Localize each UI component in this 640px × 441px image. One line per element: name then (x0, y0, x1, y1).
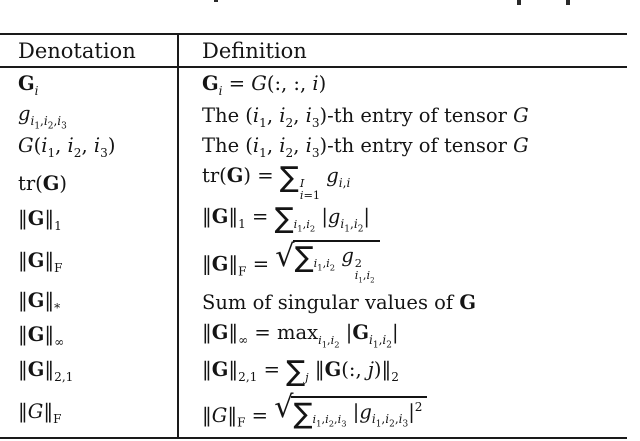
definition-cell: $‖G‖_1 = \sum_{i_1,i_2}$ $|g_{i_1,i_2}|$ (202, 201, 370, 235)
definition-cell: $‖G‖_F$ = √ $\sum_{i_1,i_2,i_3}$ $|g_{i_1,i_2,i_3}|^2$ (177, 396, 627, 430)
denotation-cell: $‖G‖_\infty$ (18, 322, 65, 349)
table-row (0, 68, 627, 102)
definition-cell: Sum of singular values of G (202, 290, 476, 314)
denotation-cell: $‖G‖_1$ (18, 207, 62, 233)
denotation-cell: $‖G‖_{2,1}$ (18, 357, 74, 384)
definition-cell: $‖G‖_\infty = \max_{i_1,i_2} |G_{i_1,i_2}|$ (202, 320, 399, 351)
definition-cell: tr(G) = ∑ I i=1 $g_{i,i}$ (202, 160, 351, 202)
denotation-cell: $G(i_1$, $i_2$, $i_3$) (18, 134, 116, 160)
clipped-caption-fragment (566, 0, 570, 5)
clipped-caption-fragment (214, 0, 218, 2)
denotation-cell: tr(G) (18, 171, 68, 195)
definition-cell: $‖G‖_{2,1} = \sum_j$ ‖G(:, $j)‖_2$ (202, 354, 399, 388)
table-row (0, 286, 627, 318)
denotation-cell: $g_{i_1,i_2,i_3}$ (18, 101, 67, 132)
table-row (0, 203, 627, 237)
definition-cell: $G_i = G$(:, :, i) (202, 72, 327, 98)
denotation-cell: $‖G‖_F$ (18, 399, 62, 426)
table-header-row (0, 35, 627, 68)
table-row (0, 237, 627, 286)
definition-cell: The ($i_1$, $i_2$, $i_3)-th$ entry of tensor G (202, 103, 529, 130)
table-row (0, 388, 627, 437)
clipped-caption-fragment (517, 0, 521, 5)
table-row (0, 353, 627, 388)
definition-cell: $‖G‖_F$ = √ $\sum_{i_1,i_2}$ g 2 $i_1,i_2$ (177, 240, 627, 283)
column-divider-rule (177, 35, 179, 437)
definition-cell: The ($i_1$, $i_2$, $i_3)-th$ entry of tensor G (202, 134, 529, 160)
column-header-denotation: Denotation (18, 38, 136, 63)
denotation-cell: $‖G‖_F$ (18, 248, 63, 275)
table-row (0, 102, 627, 131)
notation-table (0, 33, 627, 439)
table-row (0, 160, 627, 203)
table-body (0, 68, 627, 437)
column-header-definition: Definition (202, 38, 307, 63)
denotation-cell: $‖G‖_*$ (18, 289, 61, 315)
table-row (0, 131, 627, 163)
table-row (0, 318, 627, 353)
denotation-cell: $G_i$ (18, 72, 39, 98)
